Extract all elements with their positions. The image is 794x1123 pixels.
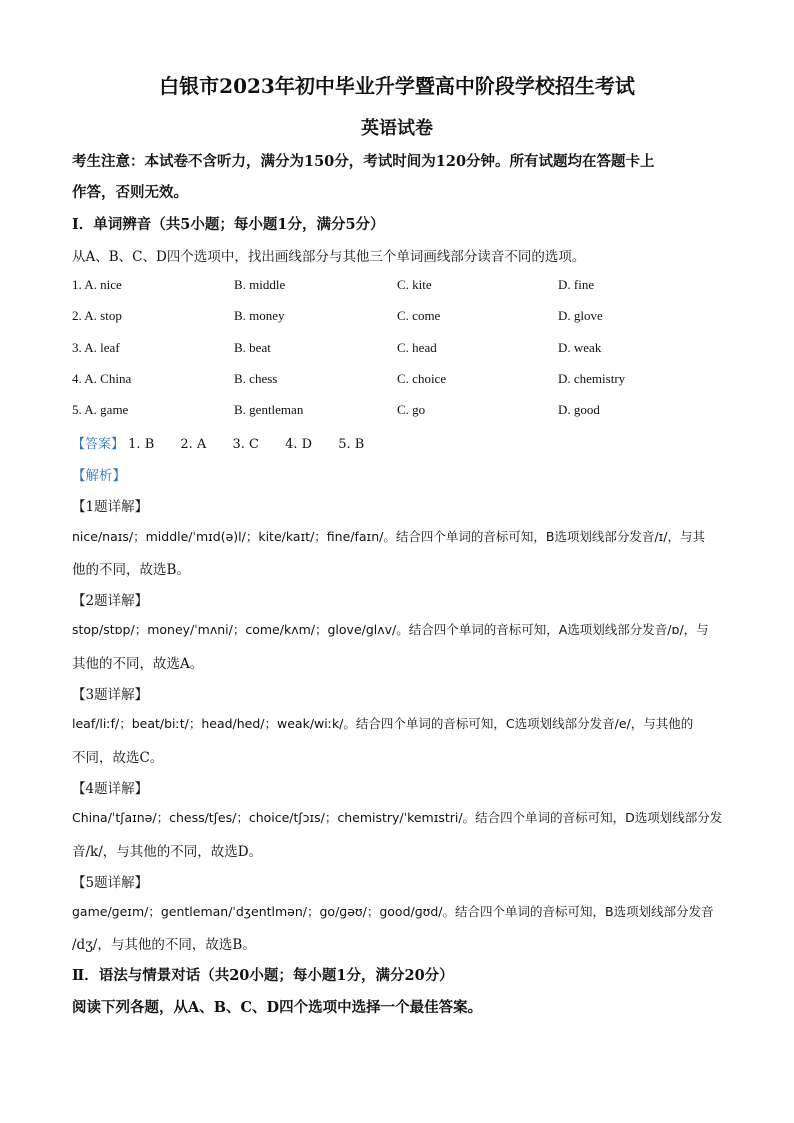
- option-d: D. fine: [558, 277, 595, 292]
- section2-instruction: 阅读下列各题，从A、B、C、D四个选项中选择一个最佳答案。: [72, 999, 483, 1016]
- detail-text: 他的不同，故选B。: [72, 562, 190, 578]
- option-d: D. weak: [558, 340, 602, 355]
- answer-label: 【答案】: [72, 437, 125, 452]
- option-a: 1. A. nice: [72, 277, 122, 292]
- option-b: B. chess: [234, 371, 278, 386]
- option-c: C. choice: [397, 371, 447, 386]
- option-c: C. come: [397, 308, 441, 323]
- option-c: C. head: [397, 340, 437, 355]
- detail-text: stop/stɒp/；money/ˈmʌni/；come/kʌm/；glove/glʌv/。结合四个单词的音标可知，A选项划线部分发音/ɒ/，与: [72, 622, 709, 637]
- answer-item: 3. C: [232, 437, 259, 452]
- option-d: D. glove: [558, 308, 603, 323]
- detail-heading: 【3题详解】: [72, 687, 149, 703]
- exam-subtitle: 英语试卷: [361, 118, 433, 139]
- option-c: C. kite: [397, 277, 432, 292]
- exam-title: 白银市2023年初中毕业升学暨高中阶段学校招生考试: [159, 74, 635, 98]
- detail-text: nice/naɪs/；middle/ˈmɪd(ə)l/；kite/kaɪt/；fine/faɪn/。结合四个单词的音标可知，B选项划线部分发音/ɪ/，与其: [72, 529, 705, 544]
- detail-heading: 【1题详解】: [72, 499, 149, 515]
- detail-text: China/ˈtʃaɪnə/；chess/tʃes/；choice/tʃɔɪs/；chemistry/ˈkemɪstri/。结合四个单词的音标可知，D选项划线部分发: [72, 810, 723, 825]
- answer-item: 2. A: [180, 437, 207, 452]
- option-d: D. chemistry: [558, 371, 626, 386]
- detail-heading: 【4题详解】: [72, 781, 149, 797]
- notice-line-1: 考生注意：本试卷不含听力，满分为150分，考试时间为120分钟。所有试题均在答题卡上: [72, 153, 655, 170]
- notice-line-2: 作答，否则无效。: [72, 184, 188, 201]
- option-a: 4. A. China: [72, 371, 132, 386]
- option-c: C. go: [397, 402, 426, 417]
- option-a: 3. A. leaf: [72, 340, 120, 355]
- detail-text: /dʒ/，与其他的不同，故选B。: [72, 937, 256, 953]
- answer-item: 5. B: [338, 437, 365, 452]
- detail-text: 其他的不同，故选A。: [72, 656, 204, 672]
- option-b: B. middle: [234, 277, 286, 292]
- detail-heading: 【5题详解】: [72, 875, 149, 891]
- detail-text: 不同，故选C。: [72, 750, 164, 766]
- answer-item: 4. D: [285, 437, 313, 452]
- option-b: B. money: [234, 308, 285, 323]
- section1-heading: Ⅰ．单词辨音（共5小题；每小题1分，满分5分）: [72, 216, 385, 233]
- option-d: D. good: [558, 402, 600, 417]
- detail-heading: 【2题详解】: [72, 593, 149, 609]
- answer-line: [72, 433, 732, 452]
- detail-text: 音/k/，与其他的不同，故选D。: [72, 844, 263, 860]
- option-b: B. gentleman: [234, 402, 304, 417]
- option-a: 2. A. stop: [72, 308, 122, 323]
- option-a: 5. A. game: [72, 402, 129, 417]
- section2-heading: Ⅱ．语法与情景对话（共20小题；每小题1分，满分20分）: [72, 967, 454, 984]
- analysis-label: 【解析】: [72, 468, 126, 484]
- answer-item: 1. B: [128, 437, 155, 452]
- option-b: B. beat: [234, 340, 271, 355]
- detail-text: leaf/liːf/；beat/biːt/；head/hed/；weak/wiːk/。结合四个单词的音标可知，C选项划线部分发音/e/，与其他的: [72, 716, 694, 731]
- detail-text: game/ɡeɪm/；gentleman/ˈdʒentlmən/；go/ɡəʊ/；good/ɡʊd/。结合四个单词的音标可知，B选项划线部分发音: [72, 904, 714, 919]
- section1-instruction: 从A、B、C、D四个选项中，找出画线部分与其他三个单词画线部分读音不同的选项。: [72, 249, 586, 265]
